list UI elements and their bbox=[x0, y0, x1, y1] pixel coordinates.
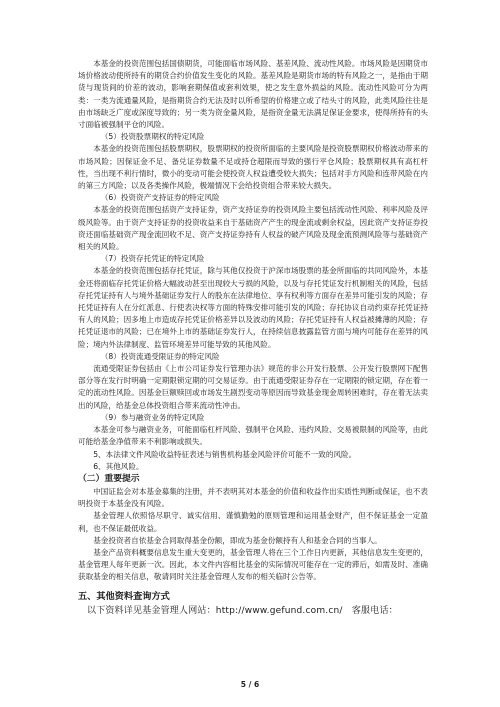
subsection-heading: （9）参与融资业务的特定风险 bbox=[100, 412, 205, 422]
body-paragraph: 5、本法律文件风险收益特征表述与销售机构基金风险评价可能不一致的风险。 bbox=[93, 449, 357, 459]
subsection-heading: （5）投资股票期权的特定风险 bbox=[100, 132, 205, 142]
page-number: 5 / 6 bbox=[240, 680, 260, 689]
contact-line: 以下资料详见基金管理人网站：http://www.gefund.com.cn/ 客服电话： bbox=[87, 605, 398, 616]
subsection-heading: （7）投资存托凭证的特定风险 bbox=[100, 254, 205, 264]
subsection-heading: （二）重要提示 bbox=[78, 473, 140, 484]
paragraph-list bbox=[78, 58, 428, 584]
subsection-heading: （8）投资流通受限证券的特定风险 bbox=[100, 351, 220, 361]
body-paragraph: 本基金的投资范围包括存托凭证，除与其他仅投资于沪深市场股票的基金所面临的共同风险外，本基金还将面临存托凭证价格大幅波动甚至出现较大亏损的风险，以及与存托凭证发行机制相关的风险，包括存托凭证持有人与境外基础证券发行人的股东在法律地位、享有权利等方面存在差异可能引发的风险；存托凭证持有人在分红派息、行使表决权等方面的特殊安排可能引发的风险；存托协议自动约束存托凭证持有人的风险；因多地上市造成存托凭证价格差异以及波动的风险；存托凭证持有人权益被摊薄的风险；存托凭证退市的风险；已在境外上市的基础证券发行人，在持续信息披露监管方面与境内可能存在差异的风险；境内外法律制度、监管环境差异可能导致的其他风险。 bbox=[78, 266, 428, 349]
section-heading-other-info: 五、其他资料查询方式 bbox=[78, 590, 170, 602]
body-paragraph: 中国证监会对本基金募集的注册，并不表明其对本基金的价值和收益作出实质性判断或保证，也不表明投资于本基金没有风险。 bbox=[78, 486, 428, 509]
body-paragraph: 流通受限证券包括由《上市公司证券发行管理办法》规范的非公开发行股票、公开发行股票网下配售部分等在发行时明确一定期限锁定期的可交易证券。由于流通受限证券存在一定期限的锁定期，存在着一定的流动性风险。因基金巨额赎回或市场发生剧烈变动等原因而导致基金现金周转困难时，存在着无法卖出的风险，给基金总体投资组合带来流动性冲击。 bbox=[78, 364, 428, 410]
body-paragraph: 本基金的投资范围包括股票期权，股票期权的投资所面临的主要风险是投资股票期权价格波动带来的市场风险；因保证金不足、备兑证券数量不足或持仓超限而导致的强行平仓风险；股票期权具有高杠杆性，当出现不利行情时，微小的变动可能会使投资人权益遭受较大损失；包括对手方风险和连带风险在内的第三方风险；以及各类操作风险，极端情况下会给投资组合带来较大损失。 bbox=[78, 144, 428, 191]
body-paragraph: 基金产品资料概要信息发生重大变更的，基金管理人将在三个工作日内更新，其他信息发生变更的，基金管理人每年更新一次。因此，本文件内容相比基金的实际情况可能存在一定的滞后，如需及时、准确获取基金的相关信息，敬请同时关注基金管理人发布的相关临时公告等。 bbox=[78, 547, 428, 582]
document-body bbox=[78, 58, 428, 618]
body-paragraph: 本基金可参与融资业务，可能面临杠杆风险、强制平仓风险、违约风险、交易被限制的风险等，由此可能给基金净值带来不利影响或损失。 bbox=[78, 425, 428, 447]
body-paragraph: 基金投资者自依基金合同取得基金份额，即成为基金份额持有人和基金合同的当事人。 bbox=[93, 535, 382, 545]
body-paragraph: 本基金的投资范围包括国债期货，可能面临市场风险、基差风险、流动性风险。市场风险是因期货市场价格波动使所持有的期货合约价值发生变化的风险。基差风险是期货市场的特有风险之一，是指由于期货与现货间的价差的波动，影响套期保值或套利效果，使之发生意外损益的风险。流动性风险可分为两类：一类为流通量风险，是指期货合约无法及时以所希望的价格建立或了结头寸的风险，此类风险往往是由市场缺乏广度或深度导致的；另一类为资金量风险，是指资金量无法满足保证金要求，使得所持有的头寸面临被强制平仓的风险。 bbox=[78, 59, 428, 130]
body-paragraph: 本基金的投资范围包括资产支持证券，资产支持证券的投资风险主要包括流动性风险、利率风险及评级风险等。由于资产支持证券的投资收益来自于基础资产产生的现金流或剩余权益，因此资产支持证券投资还面临基础资产现金流回收不足、资产支持证券持有人权益的破产风险及现金流预测风险等与基础资产相关的风险。 bbox=[78, 205, 428, 252]
body-paragraph: 6、其他风险。 bbox=[93, 461, 144, 471]
subsection-heading: （6）投资资产支持证券的特定风险 bbox=[100, 193, 220, 203]
body-paragraph: 基金管理人依照恪尽职守、诚实信用、谨慎勤勉的原则管理和运用基金财产，但不保证基金一定盈利，也不保证最低收益。 bbox=[78, 511, 428, 533]
